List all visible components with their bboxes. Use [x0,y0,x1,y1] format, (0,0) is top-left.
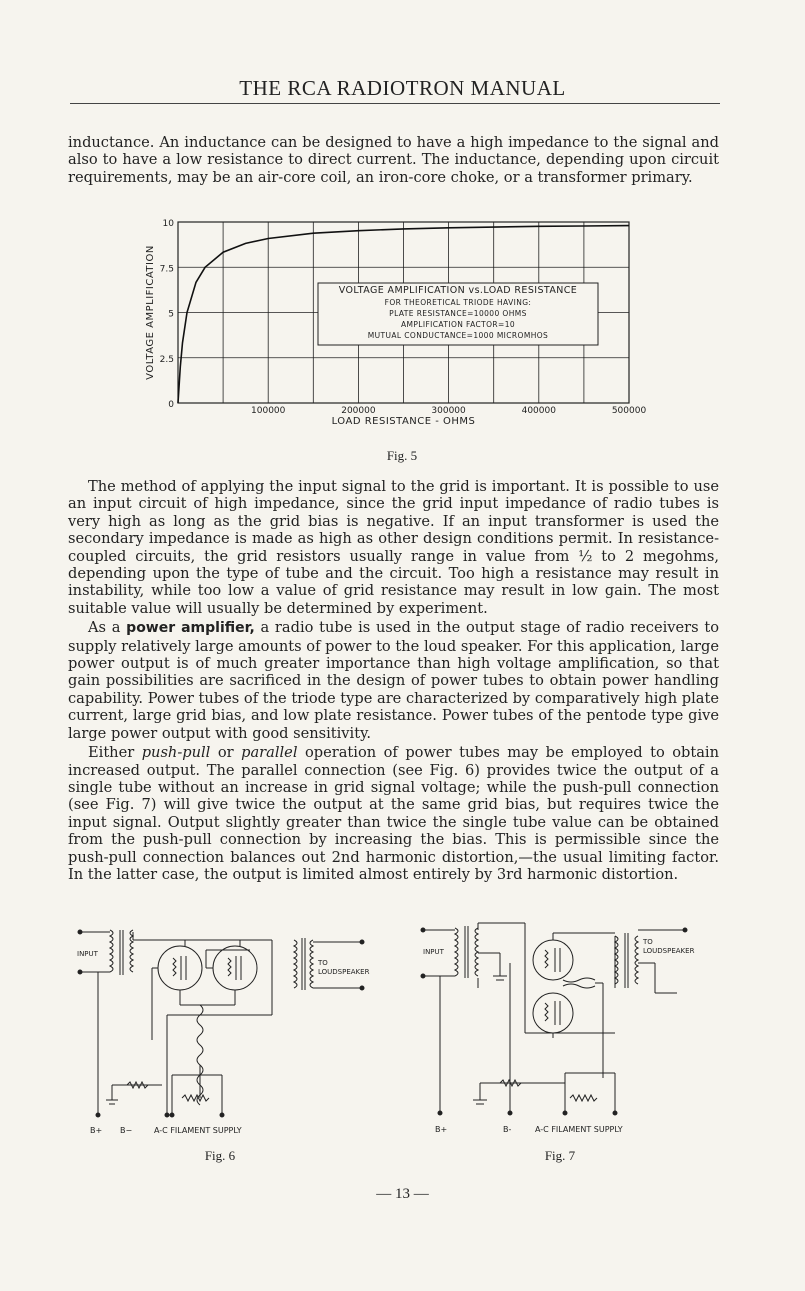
annotation-line: MUTUAL CONDUCTANCE=1000 MICROMHOS [367,331,549,340]
p3-or: or [210,744,242,762]
y-tick-label: 10 [162,219,174,229]
fig6-bplus-label: B+ [90,1126,103,1135]
fig7-bplus-label: B+ [435,1125,448,1134]
fig6-to-label: TO [318,959,328,967]
fig6-filament-label: A-C FILAMENT SUPPLY [154,1126,242,1135]
fig7-to-label: TO [643,938,653,946]
fig6-caption: Fig. 6 [204,1148,236,1163]
p3-rest: operation of power tubes may be employed to obtain increased output. The parallel connection (see Fig. 6) provides twice the output of a single tube without an increase in grid signal voltage; while the push-pull connection (see Fig. 7) will give twice the output at the same grid bias, but requires twice the input signal. Output slightly greater than twice the single tube value can be obtained from the push-pull connection by increasing the bias. This is permissible since the push-pull connection balances out 2nd harmonic distortion,—the usual limiting factor. In the latter case, the output is limited almost entirely by 3rd harmonic distortion. [68,744,719,883]
fig7-output-transformer-icon [615,933,638,988]
paragraph-push-pull [68,744,719,883]
p2-lead: As a [88,619,127,637]
y-tick-label: 2.5 [159,354,174,365]
fig6-bminus-label: B− [120,1126,133,1135]
x-tick-label: 200000 [341,406,376,416]
fig7-input-transformer-icon [455,926,478,978]
x-tick-label: 100000 [251,406,286,416]
y-tick-label: 0 [168,400,174,410]
fig7-filament-label: A-C FILAMENT SUPPLY [535,1125,623,1134]
push-pull-term: push-pull [141,744,211,762]
y-tick-label: 7.5 [159,264,174,275]
annotation-line: AMPLIFICATION FACTOR=10 [400,320,516,329]
fig7-schematic [415,918,715,1138]
parallel-term: parallel [241,744,298,762]
y-tick-label: 5 [168,309,174,320]
fig6-tube-right-icon [213,946,257,990]
power-amplifier-term: power amplifier, [126,620,255,637]
fig7-tube-lower-icon [533,993,573,1033]
page-number: — 13 — [376,1186,429,1202]
annotation-line: FOR THEORETICAL TRIODE HAVING: [384,298,532,307]
fig6-schematic [72,920,372,1140]
x-axis-label: LOAD RESISTANCE - OHMS [331,416,476,427]
fig7-loudspeaker-label: LOUDSPEAKER [643,947,695,955]
fig5-chart [0,0,805,440]
y-axis-label: VOLTAGE AMPLIFICATION [145,245,156,380]
chart-plot-area [145,219,646,427]
intro-text: inductance. An inductance can be designed to have a high impedance to the signal and also to have a low resistance to direct current. The inductance, depending upon circuit requirements, may be an air-core coil, an iron-core choke, or a transformer primary. [68,134,719,186]
annotation-line: PLATE RESISTANCE=10000 OHMS [389,309,527,318]
annotation-line: VOLTAGE AMPLIFICATION vs.LOAD RESISTANCE [338,285,578,296]
x-tick-label: 400000 [521,406,556,416]
fig6-loudspeaker-label: LOUDSPEAKER [318,968,370,976]
fig7-tube-upper-icon [533,940,573,980]
p2-rest: a radio tube is used in the output stage of radio receivers to supply relatively large amounts of power to the loud speaker. For this application, large power output is of much greater importance than high voltage amplification, so that gain possibilities are sacrificed in the design of power tubes to obtain power handling capability. Power tubes of the triode type are characterized by comparatively high plate current, large grid bias, and low plate resistance. Power tubes of the pentode type give large power output with good sensitivity. [68,619,719,742]
fig6-output-transformer-icon [294,938,313,990]
paragraph-input-signal: The method of applying the input signal to the grid is important. It is possible to use an input circuit of high impedance, since the grid input impedance of radio tubes is very high as long as the grid bias is negative. If an input transformer is used the secondary impedance is made as high as other design conditions permit. In resistance-coupled circuits, the grid resistors usually range in value from ½ to 2 megohms, depending upon the type of tube and the circuit. Too high a resistance may result in instability, while too low a value of grid resistance may result in low gain. The most suitable value will usually be determined by experiment. [68,478,719,617]
fig5-caption: Fig. 5 [386,448,418,463]
fig7-caption: Fig. 7 [544,1148,576,1163]
fig7-input-label: INPUT [423,948,444,956]
fig7-bminus-label: B- [503,1125,512,1134]
fig6-input-transformer-icon [110,930,133,975]
body-paragraphs [68,478,719,883]
p3-lead: Either [88,744,142,762]
running-header: THE RCA RADIOTRON MANUAL [239,76,566,100]
x-tick-label: 500000 [611,406,647,416]
paragraph-power-amplifier [68,619,719,742]
fig6-input-label: INPUT [77,950,98,958]
fig6-tube-left-icon [158,946,202,990]
x-tick-label: 300000 [431,406,466,416]
